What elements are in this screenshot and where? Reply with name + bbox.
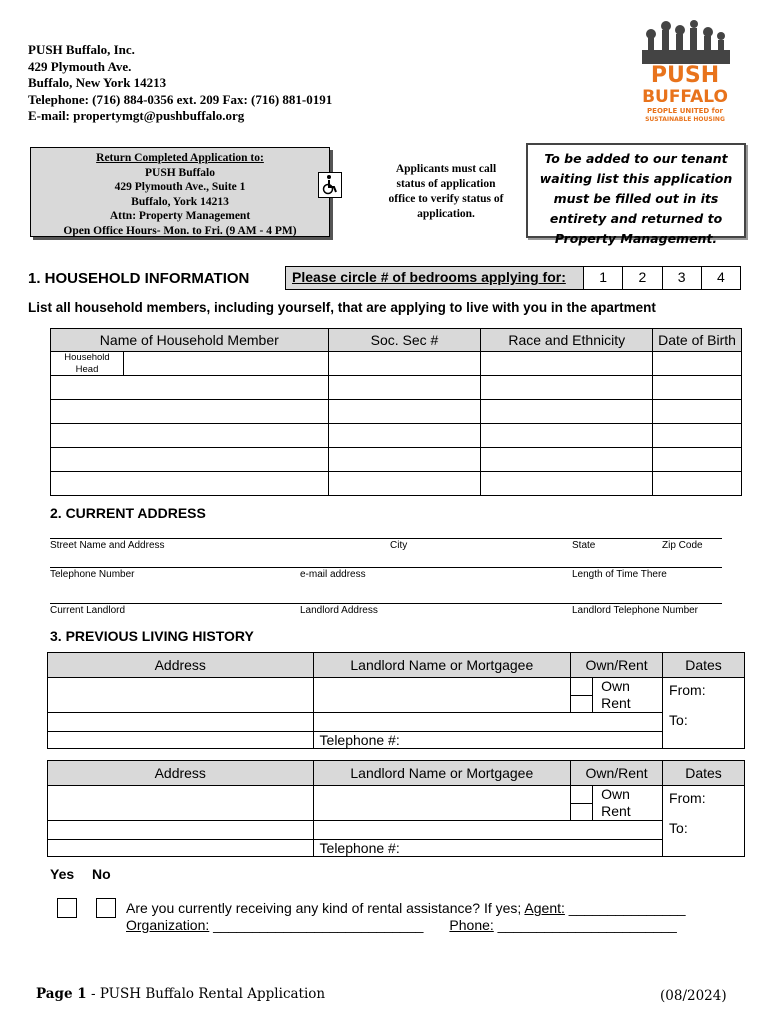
race-cell[interactable] <box>481 400 653 424</box>
page-number: Page 1 <box>36 986 87 1002</box>
section3-title: 3. PREVIOUS LIVING HISTORY <box>50 628 254 644</box>
yes-label: Yes <box>50 866 75 882</box>
no-checkbox[interactable] <box>96 898 116 918</box>
dob-cell[interactable] <box>653 352 742 376</box>
table-row <box>51 424 742 448</box>
bedroom-selector <box>285 266 741 290</box>
org-address-line2: Buffalo, New York 14213 <box>28 75 167 90</box>
table-row <box>51 448 742 472</box>
name-cell[interactable] <box>51 448 329 472</box>
push-buffalo-logo <box>630 20 740 130</box>
zip-label: Zip Code <box>662 540 703 551</box>
race-cell[interactable] <box>481 472 653 496</box>
address-cell[interactable] <box>48 786 314 821</box>
landlord-line[interactable] <box>50 603 722 604</box>
rent-checkbox[interactable] <box>571 803 593 821</box>
footer-title: - PUSH Buffalo Rental Application <box>86 986 326 1002</box>
dates-cell[interactable] <box>663 678 745 749</box>
rental-assistance-question <box>126 900 686 934</box>
col-address: Address <box>48 653 314 678</box>
return-line5: Open Office Hours- Mon. to Fri. (9 AM - 4 PM) <box>63 224 297 237</box>
organization-field[interactable]: ___________________________ <box>209 917 424 933</box>
dob-cell[interactable] <box>653 400 742 424</box>
table-row <box>51 352 742 376</box>
landlord-label: Current Landlord <box>50 605 126 616</box>
previous-residence-table-1 <box>47 652 745 749</box>
col-name: Name of Household Member <box>51 329 329 352</box>
household-head-cell[interactable] <box>51 352 329 376</box>
org-address-line1: 429 Plymouth Ave. <box>28 58 132 74</box>
return-line1: PUSH Buffalo <box>145 166 215 179</box>
rent-checkbox[interactable] <box>571 695 593 713</box>
yes-checkbox[interactable] <box>57 898 77 918</box>
ssn-cell[interactable] <box>328 448 481 472</box>
dob-cell[interactable] <box>653 448 742 472</box>
rent-label: Rent <box>601 803 631 819</box>
col-race: Race and Ethnicity <box>481 329 653 352</box>
ssn-cell[interactable] <box>328 424 481 448</box>
ssn-cell[interactable] <box>328 376 481 400</box>
col-dob: Date of Birth <box>653 329 742 352</box>
return-title: Return Completed Application to: <box>96 152 264 164</box>
landlord-cell[interactable] <box>313 786 571 821</box>
own-label: Own <box>601 786 630 802</box>
landlord-cell[interactable] <box>313 713 663 732</box>
dob-cell[interactable] <box>653 376 742 400</box>
col-ssn: Soc. Sec # <box>328 329 481 352</box>
household-instruction: List all household members, including yourself, that are applying to live with you in the apartment <box>28 300 656 315</box>
household-head-label: Household Head <box>51 352 124 375</box>
from-label: From: <box>669 790 706 806</box>
landlord-address-label: Landlord Address <box>300 605 378 616</box>
previous-residence-table-2 <box>47 760 745 857</box>
name-cell[interactable] <box>51 376 329 400</box>
ssn-cell[interactable] <box>328 472 481 496</box>
name-cell[interactable] <box>51 424 329 448</box>
rent-label: Rent <box>601 695 631 711</box>
return-line3: Buffalo, York 14213 <box>131 195 229 208</box>
state-label: State <box>572 540 596 551</box>
col-own-rent: Own/Rent <box>571 761 663 786</box>
ssn-cell[interactable] <box>328 352 481 376</box>
bedroom-option-4[interactable]: 4 <box>716 269 725 285</box>
name-cell[interactable] <box>51 472 329 496</box>
telephone-label[interactable]: Telephone #: <box>313 732 663 749</box>
logo-buffalo-text: BUFFALO <box>642 87 728 107</box>
from-label: From: <box>669 682 706 698</box>
col-landlord: Landlord Name or Mortgagee <box>313 761 571 786</box>
dob-cell[interactable] <box>653 472 742 496</box>
phone-field[interactable]: _______________________ <box>493 917 677 933</box>
return-line4: Attn: Property Management <box>109 210 251 222</box>
landlord-cell[interactable] <box>313 678 571 713</box>
landlord-cell[interactable] <box>313 821 663 840</box>
name-cell[interactable] <box>51 400 329 424</box>
own-checkbox[interactable] <box>571 678 593 696</box>
col-landlord: Landlord Name or Mortgagee <box>313 653 571 678</box>
bedroom-option-3[interactable]: 3 <box>663 267 702 289</box>
own-checkbox[interactable] <box>571 786 593 804</box>
page-footer <box>36 986 325 1002</box>
table-row <box>51 376 742 400</box>
street-label: Street Name and Address <box>50 540 165 551</box>
footer-date: (08/2024) <box>660 988 727 1004</box>
telephone-label[interactable]: Telephone #: <box>313 840 663 857</box>
table-row <box>51 400 742 424</box>
question-text: Are you currently receiving any kind of rental assistance? If yes; <box>126 900 525 916</box>
col-dates: Dates <box>663 761 745 786</box>
race-cell[interactable] <box>481 376 653 400</box>
org-name: PUSH Buffalo, Inc. <box>28 42 135 57</box>
dob-cell[interactable] <box>653 424 742 448</box>
wheelchair-accessible-icon <box>318 172 342 198</box>
address-cell[interactable] <box>48 732 314 749</box>
race-cell[interactable] <box>481 448 653 472</box>
agent-label: Agent: <box>524 900 565 916</box>
return-line2: 429 Plymouth Ave., Suite 1 <box>114 181 246 193</box>
org-email: E-mail: propertymgt@pushbuffalo.org <box>28 108 245 123</box>
email-label: e-mail address <box>300 569 366 580</box>
race-cell[interactable] <box>481 424 653 448</box>
logo-push-text: PUSH <box>650 63 720 88</box>
bedroom-label: Please circle # of bedrooms applying for: <box>286 267 584 289</box>
street-line[interactable] <box>50 538 722 539</box>
ssn-cell[interactable] <box>328 400 481 424</box>
org-phone: Telephone: (716) 884-0356 ext. 209 Fax: (716) 881-0191 <box>28 91 333 107</box>
address-cell[interactable] <box>48 713 314 732</box>
organization-header <box>28 42 332 125</box>
landlord-phone-label: Landlord Telephone Number <box>572 605 699 616</box>
own-label: Own <box>601 678 630 694</box>
address-cell[interactable] <box>48 821 314 840</box>
household-members-table <box>50 328 742 496</box>
return-address-box <box>30 147 330 237</box>
no-label: No <box>92 866 111 882</box>
section1-title: 1. HOUSEHOLD INFORMATION <box>28 270 250 287</box>
to-label: To: <box>669 712 688 728</box>
race-cell[interactable] <box>481 352 653 376</box>
col-address: Address <box>48 761 314 786</box>
section2-title: 2. CURRENT ADDRESS <box>50 505 206 521</box>
col-own-rent: Own/Rent <box>571 653 663 678</box>
phone-line[interactable] <box>50 567 722 568</box>
organization-label: Organization: <box>126 917 210 933</box>
address-cell[interactable] <box>48 840 314 857</box>
city-label: City <box>390 540 408 551</box>
length-label: Length of Time There <box>572 569 667 580</box>
call-status-note: Applicants must call status of application office to verify status of application. <box>388 163 504 220</box>
to-label: To: <box>669 820 688 836</box>
phone-label: Phone: <box>449 917 494 933</box>
dates-cell[interactable] <box>663 786 745 857</box>
table-row <box>51 472 742 496</box>
logo-tagline1: PEOPLE UNITED for <box>647 107 723 115</box>
bedroom-option-1[interactable]: 1 <box>584 267 623 289</box>
waitlist-notice: To be added to our tenant waiting list this application must be filled out in its entirety and returned to Property Management. <box>526 143 746 238</box>
logo-tagline2: SUSTAINABLE HOUSING <box>645 116 725 123</box>
agent-field[interactable]: _______________ <box>564 900 686 916</box>
bedroom-option-2[interactable]: 2 <box>623 267 662 289</box>
telephone-label: Telephone Number <box>50 569 135 580</box>
col-dates: Dates <box>663 653 745 678</box>
address-cell[interactable] <box>48 678 314 713</box>
